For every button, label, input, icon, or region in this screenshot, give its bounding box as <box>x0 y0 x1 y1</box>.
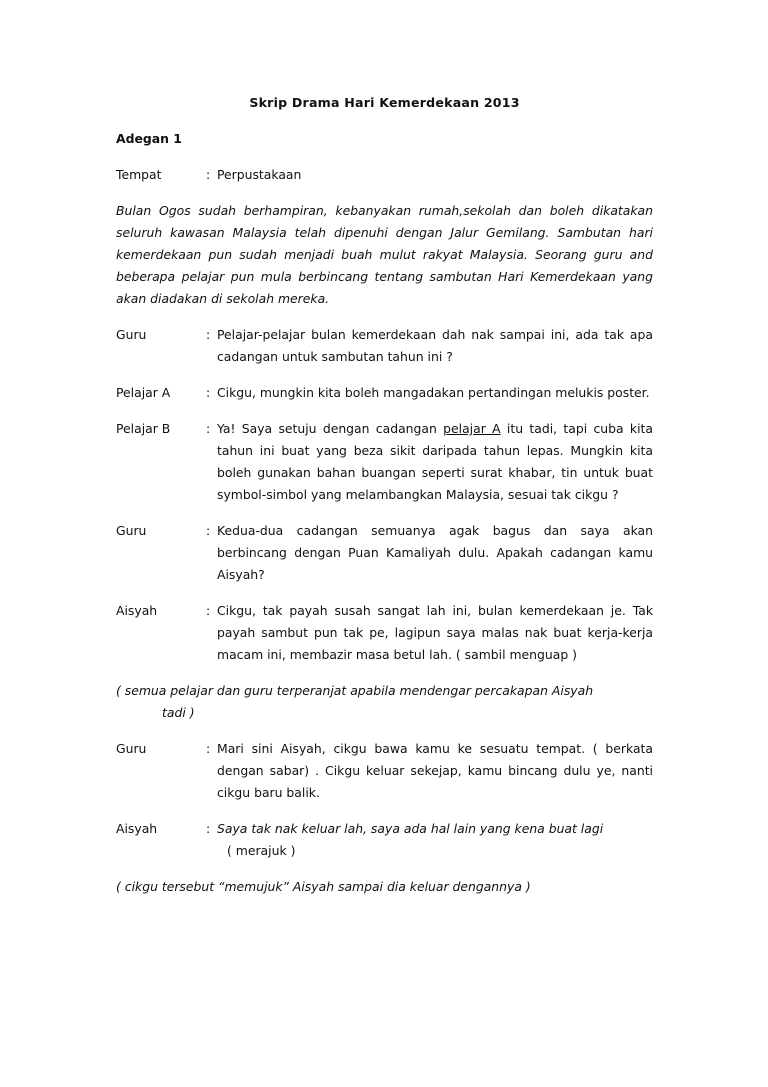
speaker-name: Guru <box>116 741 147 756</box>
speaker-name: Aisyah <box>116 821 158 836</box>
speech-text: Mari sini Aisyah, cikgu bawa kamu ke sesuatu tempat. ( berkata dengan sabar) . Cikgu keluar sekejap, kamu bincang dulu ye, nanti cikgu baru balik. <box>217 741 653 800</box>
colon: : <box>206 741 211 756</box>
colon: : <box>206 523 211 538</box>
speech-text <box>214 818 653 862</box>
speech-text: Cikgu, mungkin kita boleh mangadakan pertandingan melukis poster. <box>217 385 650 400</box>
dialogue-line <box>116 738 653 804</box>
stage-direction-line: tadi ) <box>162 705 195 720</box>
speech-text: Pelajar-pelajar bulan kemerdekaan dah nak sampai ini, ada tak apa cadangan untuk sambutan tahun ini ? <box>217 327 653 364</box>
dialogue-line <box>116 520 653 586</box>
dialogue-line <box>116 324 653 368</box>
colon: : <box>206 167 211 182</box>
speech-text: Kedua-dua cadangan semuanya agak bagus dan saya akan berbincang dengan Puan Kamaliyah dulu. Apakah cadangan kamu Aisyah? <box>217 523 653 582</box>
speech-part: Saya tak nak keluar lah, saya ada hal lain yang kena buat lagi <box>217 821 604 836</box>
speech-part: Ya! Saya setuju dengan cadangan <box>217 421 444 436</box>
dialogue-line <box>116 418 653 506</box>
dialogue-line <box>116 382 653 404</box>
colon: : <box>206 603 211 618</box>
speech-part: itu tadi, tapi cuba kita tahun ini buat yang beza sikit daripada tahun lepas. Mungkin kita boleh gunakan bahan buangan seperti surat khabar, tin untuk buat symbol-simbol yang melambangkan Malaysia, sesuai tak cikgu ? <box>217 421 653 502</box>
colon: : <box>206 421 211 436</box>
speaker-name: Guru <box>116 327 147 342</box>
place-row <box>116 164 653 186</box>
speaker-name: Pelajar A <box>116 385 171 400</box>
place-value: Perpustakaan <box>217 167 302 182</box>
colon: : <box>206 327 211 342</box>
stage-direction <box>116 680 653 724</box>
stage-direction: ( cikgu tersebut “memujuk” Aisyah sampai dia keluar dengannya ) <box>116 879 531 894</box>
document-page <box>116 92 653 912</box>
speaker-name: Guru <box>116 523 147 538</box>
place-label: Tempat <box>116 167 162 182</box>
speaker-name: Pelajar B <box>116 421 171 436</box>
speech-part: ( merajuk ) <box>227 843 296 858</box>
dialogue-line <box>116 818 653 862</box>
speech-text <box>214 418 653 506</box>
colon: : <box>206 385 211 400</box>
speaker-name: Aisyah <box>116 603 158 618</box>
stage-direction-line: ( semua pelajar dan guru terperanjat apabila mendengar percakapan Aisyah <box>116 683 594 698</box>
speech-text: Cikgu, tak payah susah sangat lah ini, bulan kemerdekaan je. Tak payah sambut pun tak pe, lagipun saya malas nak buat kerja-kerja macam ini, membazir masa betul lah. ( sambil menguap ) <box>217 603 653 662</box>
scene-heading: Adegan 1 <box>116 131 182 146</box>
dialogue-line <box>116 600 653 666</box>
document-title: Skrip Drama Hari Kemerdekaan 2013 <box>249 95 520 110</box>
colon: : <box>206 821 211 836</box>
underlined-reference: pelajar A <box>443 421 501 436</box>
narration-paragraph: Bulan Ogos sudah berhampiran, kebanyakan rumah,sekolah dan boleh dikatakan seluruh kawasan Malaysia telah dipenuhi dengan Jalur Gemilang. Sambutan hari kemerdekaan pun sudah menjadi buah mulut rakyat Malaysia. Seorang guru and beberapa pelajar pun mula berbincang tentang sambutan Hari Kemerdekaan yang akan diadakan di sekolah mereka. <box>116 203 653 306</box>
